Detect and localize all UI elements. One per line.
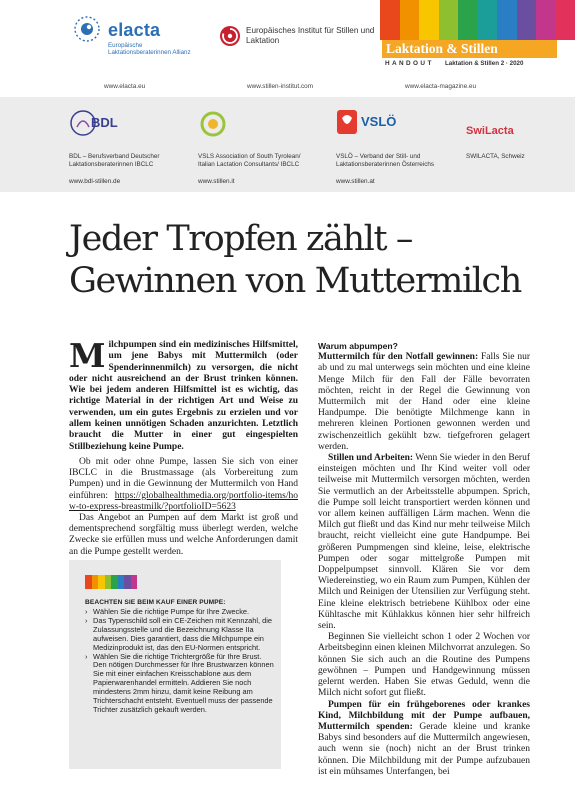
color-stripe [380,0,400,40]
paragraph-text: Wenn Sie wieder in den Beruf einsteigen möchten und Ihr Kind weiter voll oder teilweise mit Muttermilch versorgen möchten, werden Sie vermutlich an der Arbeitsstelle abpumpen. Sprich, die Pumpe soll leicht transportiert werden können und vor allem keinen auffälligen Lärm machen. Wenn die Milch gut fließt und das Kind nur mehr teilweise Milch braucht, reicht vielleicht eine gute Handpumpe. Bei größeren Pumpmengen sind kleine, leise, elektrische Pumpen oder sogar mittelgroße Pumpen mit Doppelpumpset sinnvoll. Klären Sie vor dem Wiedereinstieg, wo ein Raum zum Pumpen, Kühlen der Milch und Reinigen der Utensilien zur Verfügung steht. Eine kleine elektrisch betriebene Kühlbox oder eine Kühltasche mit Kühlakkus können hier sehr hilfreich sein. [318,453,530,632]
article-title [69,218,549,302]
header-band [0,0,575,97]
partner-bdl [69,97,184,192]
elacta-url[interactable]: www.elacta.eu [104,83,146,90]
paragraph-text: Gerade kleine und kranke Babys sind besonders auf die Muttermilch angewiesen, auch wenn sie (noch) nicht an der Brust trinken können. Die Milchbildung mit der Pumpe aufzubauen ist ein mühsames Unterfangen, bei [318,721,530,777]
paragraph-lead-in: Stillen und Arbeiten: [328,453,414,464]
right-column [318,341,530,778]
article-title-line-2: Gewinnen von Muttermilch [69,261,521,301]
paragraph-text: Falls Sie nur ab und zu mal unterwegs sein möchten und eine kleine Menge Milch für den Fall der Fälle bevorraten möchten, reicht in der Regel die Gewinnung von Muttermilch mit der Hand oder eine kleine Handpumpe. Die benötigte Milchmenge kann in mehreren kleinen Portionen gewonnen werden und zwischenzeitlich gekühlt bzw. tiefgefroren gelagert werden. [318,352,530,452]
lead-text: ilchpumpen sind ein medizinisches Hilfsmittel, um jene Babys mit Muttermilch (oder Spenderinnenmilch) zu versorgen, die nicht oder nicht ausreichend an der Brust trinken können. Wie bei jedem anderen Hilfsmittel ist es wichtig, das richtige Material in der richtigen Art und Weise zu verwenden, um ein gutes Ergebnis zu erzielen und vor allem keinen unnötigen Schaden anzurichten. Letztlich braucht die Mutter in einer gut eingespielten Stillbeziehung keine Pumpe. [69,340,298,452]
vslo-logo-text: VSLÖ [361,114,397,129]
color-stripe [556,0,575,40]
color-stripe [419,0,439,40]
magazine-color-stripes [380,0,575,40]
elacta-subtitle: Europäische Laktationsberaterinnen Allianz [108,42,191,57]
list-item [85,653,275,715]
partner-url[interactable]: www.bdl-stillen.de [69,178,121,185]
paragraph-text: Ob mit oder ohne Pumpe, lassen Sie sich von einer IBCLC in die Brustmassage (als Vorbereitung zum Pumpen) und in die Gewinnung der Muttermilch von Hand einführen: [69,456,298,501]
swilacta-logo-text: SwiLacta [466,125,514,137]
partner-name: SWILACTA, Schweiz [466,153,525,160]
video-link[interactable]: https://globalhealthmedia.org/portfolio-items/how-to-express-breastmilk/?portfolioID=5623 [69,490,298,512]
infobox-title: BEACHTEN SIE BEIM KAUF EINER PUMPE: [85,599,226,606]
infobox-list [85,608,275,715]
lead-paragraph [69,336,298,453]
list-item-text: Wählen Sie die richtige Pumpe für Ihre Zwecke. [93,607,250,616]
bdl-logo-text: BDL [91,115,118,130]
color-stripe [497,0,517,40]
infobox-color-stripes [85,575,137,589]
vsls-logo [198,109,228,139]
partner-name: BDL – Berufsverband Deutscher Laktationsberaterinnen IBCLC [69,153,160,168]
color-stripe [439,0,459,40]
color-stripe [517,0,537,40]
european-institute-logo [219,22,379,62]
partner-url[interactable]: www.stillen.at [336,178,375,185]
elacta-emblem-icon [70,12,104,46]
paragraph-premature [318,700,530,778]
paragraph-lead-in: Muttermilch für den Notfall gewinnen: [318,352,479,363]
institute-url[interactable]: www.stillen-institut.com [247,83,314,90]
list-item [85,617,275,653]
issue-label: Laktation & Stillen 2 · 2020 [445,60,524,67]
paragraph-start-early: Beginnen Sie vielleicht schon 1 oder 2 Wochen vor Arbeitsbeginn einen kleinen Milchvorrat anzulegen. So können Sie sich auch an die Routine des Pumpens gewöhnen – Pumpen und Handgewinnung müssen gelernt werden. Haben Sie etwas Geduld, wenn die Milch nicht sofort gut fließt. [318,632,530,699]
partner-name: VSLÖ – Verband der Still- und Laktationsberaterinnen Österreichs [336,153,435,168]
color-stripe [400,0,420,40]
partner-swilacta [466,97,571,192]
color-stripe [458,0,478,40]
article-title-line-1: Jeder Tropfen zählt – [69,219,412,259]
magazine-title: Laktation & Stillen [382,40,557,58]
paragraph-work [318,453,530,632]
drop-cap: M [69,336,106,375]
institute-swirl-icon [219,25,241,47]
partner-vsls [198,97,318,192]
magazine-url[interactable]: www.elacta-magazine.eu [405,83,477,90]
vsls-emblem-icon [198,109,228,139]
chevron-right-icon: › [85,615,88,625]
color-stripe [478,0,498,40]
magazine-masthead [380,0,575,86]
paragraph-lead-in: Pumpen für ein frühgeborenes oder krankes Kind, Milchbildung mit der Pumpe aufbauen, Muttermilch spenden: [318,699,530,732]
paragraph-emergency [318,352,530,453]
paragraph-hand-expression [69,457,298,513]
section-heading: Warum abpumpen? [318,341,398,351]
swilacta-logo [466,121,514,151]
purchase-tips-box [69,560,281,769]
partner-band [0,97,575,192]
handout-label: HANDOUT [385,60,434,67]
partner-url[interactable]: www.stillen.it [198,178,235,185]
vslo-emblem-icon [336,109,358,135]
institute-name: Europäisches Institut für Stillen und Laktation [246,26,375,46]
list-item-text: Wählen Sie die richtige Trichtergröße für Ihre Brust. Den nötigen Durchmesser für Ihre Brustwarzen können Sie mit einer einfachen Kreisschablone aus dem Papierwarenhandel ermitteln. Addieren Sie noch mindestens 2mm hinzu, damit keine Reibung am Trichterschacht entsteht. Eventuell muss der passende Trichter zusätzlich gekauft werden. [93,651,274,714]
partner-vslo [336,97,456,192]
left-column [69,336,298,558]
color-stripe [131,575,138,589]
elacta-name: elacta [108,20,161,40]
paragraph-pump-market: Das Angebot an Pumpen auf dem Markt ist groß und dementsprechend sorgfältig muss überlegt werden, welche Zwecke sie erfüllen muss und welche Anforderungen damit an die Pumpe gestellt werden. [69,512,298,557]
partner-name: VSLS Association of South Tyrolean/ Italian Lactation Consultants/ IBCLC [198,153,301,168]
color-stripe [536,0,556,40]
elacta-logo [70,12,190,72]
chevron-right-icon: › [85,651,88,661]
list-item-text: Das Typenschild soll ein CE-Zeichen mit Kennzahl, die Zulassungsstelle und die Bezeichnung Klasse IIa aufweisen. Dies garantiert, dass die Milchpumpe ein Medizinprodukt ist, das den EU-Normen entspricht. [93,615,272,652]
chevron-right-icon: › [85,607,88,616]
